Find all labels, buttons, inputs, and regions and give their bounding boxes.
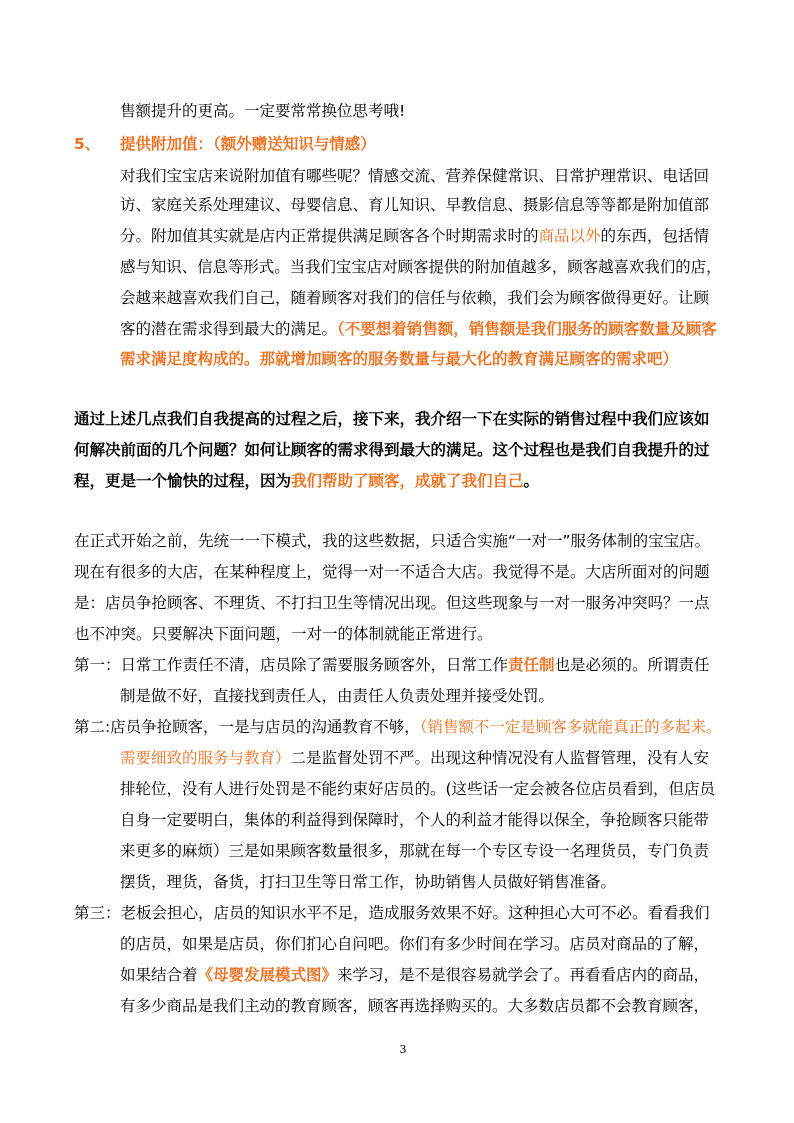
list-item-first [74, 655, 710, 675]
highlight-text: 我们帮助了顾客，成就了我们自己 [291, 472, 524, 490]
paragraph-line: 对我们宝宝店来说附加值有哪些呢？情感交流、营养保健常识、日常护理常识、电话回 [120, 167, 710, 185]
paragraph-line: 何解决前面的几个问题？如何让顾客的需求得到最大的满足。这个过程也是我们自我提升的过 [74, 441, 710, 459]
paragraph-line [74, 471, 539, 491]
paragraph-line: 现在有很多的大店，在某种程度上，觉得一对一不适合大店。我觉得不是。大店所面对的问题 [74, 563, 710, 581]
paragraph-line: 自身一定要明白，集体的利益得到保障时，个人的利益才能得以保全，争抢顾客只能带 [120, 811, 710, 829]
text-run: 也是必须的。所谓责任 [554, 656, 710, 674]
paragraph-line: 摆货，理货，备货，打扫卫生等日常工作，协助销售人员做好销售准备。 [120, 873, 617, 891]
highlight-line: 需求满足度构成的。那就增加顾客的服务数量与最大化的教育满足顾客的需求吧） [120, 350, 679, 368]
text-run: 第一：日常工作责任不清，店员除了需要服务顾客外，日常工作 [74, 656, 509, 674]
page-number: 3 [399, 1043, 407, 1056]
section-heading: 提供附加值：（额外赠送知识与情感） [120, 135, 376, 153]
paragraph-line [120, 319, 717, 339]
list-item-second [74, 717, 722, 737]
highlight-text: 需要细致的服务与教育） [120, 749, 291, 767]
text-run: 程，更是一个愉快的过程，因为 [74, 472, 292, 490]
highlight-text: （不要想着销售额，销售额是我们服务的顾客数量及顾客 [337, 320, 717, 338]
highlight-text: 责任制 [508, 656, 555, 674]
paragraph-line: 来更多的麻烦）三是如果顾客数量很多，那就在每一个专区专设一名理货员，专门负责 [120, 842, 710, 860]
highlight-text: 商品以外 [538, 227, 601, 245]
text-run: 客的潜在需求得到最大的满足。 [120, 320, 338, 338]
paragraph-line: 的店员，如果是店员，你们扪心自问吧。你们有多少时间在学习。店员对商品的了解， [120, 935, 710, 953]
paragraph-line: 是：店员争抢顾客、不理货、不打扫卫生等情况出现。但这些现象与一对一服务冲突吗？一点 [74, 594, 710, 612]
section-number: 5、 [74, 135, 101, 153]
text-run: 。 [523, 472, 540, 490]
paragraph-line: 感与知识、信息等形式。当我们宝宝店对顾客提供的附加值越多，顾客越喜欢我们的店， [120, 258, 722, 276]
text-run: 第二:店员争抢顾客，一是与店员的沟通教育不够， [74, 718, 420, 736]
list-item-third: 第三：老板会担心，店员的知识水平不足，造成服务效果不好。这种担心大可不必。看看我们 [74, 904, 710, 922]
paragraph-line: 售额提升的更高。一定要常常换位思考哦! [120, 102, 406, 120]
highlight-text: 《母婴发展模式图》 [197, 966, 338, 984]
highlight-text: （销售额不一定是顾客多就能真正的多起来。 [419, 718, 722, 736]
text-run: 来学习，是不是很容易就学会了。再看看店内的商品， [337, 966, 710, 984]
paragraph-line: 有多少商品是我们主动的教育顾客，顾客再选择购买的。大多数店员都不会教育顾客， [120, 997, 710, 1015]
paragraph-line: 在正式开始之前，先统一一下模式，我的这些数据，只适合实施“一对一”服务体制的宝宝店。 [74, 532, 711, 550]
text-run: 的东西，包括情 [600, 227, 710, 245]
paragraph-line [120, 748, 709, 768]
text-run: 分。附加值其实就是店内正常提供满足顾客各个时期需求时的 [120, 227, 539, 245]
paragraph-line: 也不冲突。只要解决下面问题，一对一的体制就能正常进行。 [74, 625, 493, 643]
text-run: 二是监督处罚不严。出现这种情况没有人监督管理，没有人安 [290, 749, 710, 767]
paragraph-line: 排轮位，没有人进行处罚是不能约束好店员的。(这些话一定会被各位店员看到，但店员 [120, 780, 716, 798]
paragraph-line: 制是做不好，直接找到责任人，由责任人负责处理并接受处罚。 [120, 687, 555, 705]
paragraph-line [120, 965, 709, 985]
paragraph-line [120, 226, 709, 246]
paragraph-line: 通过上述几点我们自我提高的过程之后，接下来，我介绍一下在实际的销售过程中我们应该如 [74, 410, 710, 428]
text-run: 如果结合着 [120, 966, 198, 984]
paragraph-line: 访、家庭关系处理建议、母婴信息、育儿知识、早教信息、摄影信息等等都是附加值部 [120, 196, 710, 214]
paragraph-line: 会越来越喜欢我们自己，随着顾客对我们的信任与依赖，我们会为顾客做得更好。让顾 [120, 289, 710, 307]
